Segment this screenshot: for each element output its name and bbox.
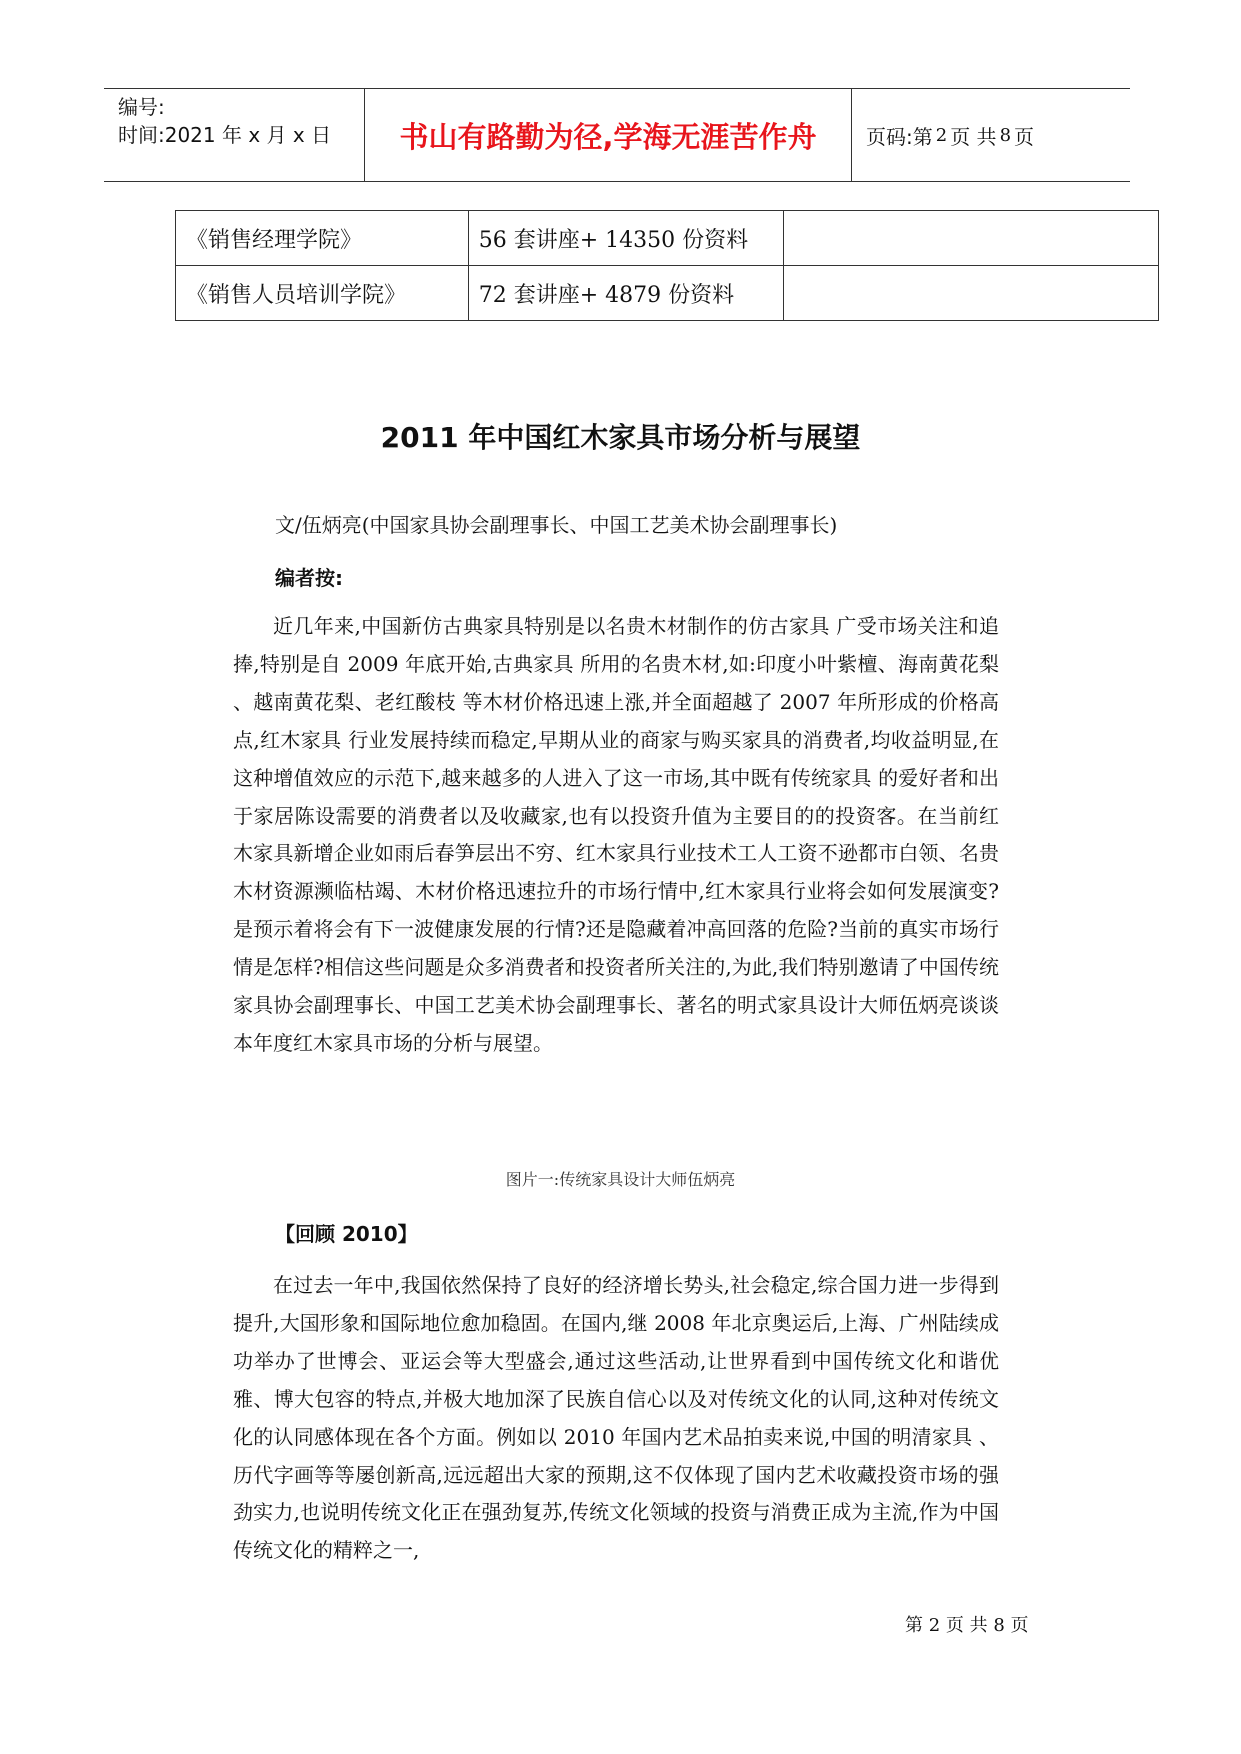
page-middle: 页 共	[950, 124, 997, 149]
article-author: 文/伍炳亮(中国家具协会副理事长、中国工艺美术协会副理事长)	[275, 513, 838, 537]
page-total: 8	[999, 124, 1012, 146]
resource-name: 《销售经理学院》	[176, 211, 469, 266]
resource-detail: 56 套讲座+ 14350 份资料	[468, 211, 784, 266]
page-header	[104, 88, 1130, 182]
page-footer: 第 2 页 共 8 页	[905, 1615, 1029, 1636]
resource-extra	[784, 266, 1159, 321]
page-current: 2	[935, 124, 948, 146]
section-title: 【回顾 2010】	[275, 1222, 418, 1246]
figure-caption: 图片一:传统家具设计大师伍炳亮	[505, 1170, 736, 1189]
resource-extra	[784, 211, 1159, 266]
table-row	[176, 266, 1159, 321]
header-page-number	[852, 89, 1130, 181]
resource-table	[175, 210, 1159, 321]
document-time: 时间:2021 年 x 月 x 日	[118, 123, 332, 147]
resource-name: 《销售人员培训学院》	[176, 266, 469, 321]
resource-detail: 72 套讲座+ 4879 份资料	[468, 266, 784, 321]
table-row	[176, 211, 1159, 266]
review-paragraph: 在过去一年中,我国依然保持了良好的经济增长势头,社会稳定,综合国力进一步得到提升,大国形象和国际地位愈加稳固。在国内,继 2008 年北京奥运后,上海、广州陆续成功举办了世博会、亚运会等大型盛会,通过这些活动,让世界看到中国传统文化和谐优雅、博大包容的特点,并极大地加深了民族自信心以及对传统文化的认同,这种对传统文化的认同感体现在各个方面。例如以 2010 年国内艺术品拍卖来说,中国的明清家具 、历代字画等等屡创新高,远远超出大家的预期,这不仅体现了国内艺术收藏投资市场的强劲实力,也说明传统文化正在强劲复苏,传统文化领域的投资与消费正成为主流,作为中国传统文化的精粹之一,	[233, 1273, 999, 1563]
header-motto: 书山有路勤为径,学海无涯苦作舟	[365, 89, 852, 181]
header-meta	[104, 89, 365, 181]
intro-paragraph: 近几年来,中国新仿古典家具特别是以名贵木材制作的仿古家具 广受市场关注和追捧,特别是自 2009 年底开始,古典家具 所用的名贵木材,如:印度小叶紫檀、海南黄花梨 、越南黄花梨、老红酸枝 等木材价格迅速上涨,并全面超越了 2007 年所形成的价格高点,红木家具 行业发展持续而稳定,早期从业的商家与购买家具的消费者,均收益明显,在这种增值效应的示范下,越来越多的人进入了这一市场,其中既有传统家具 的爱好者和出于家居陈设需要的消费者以及收藏家,也有以投资升值为主要目的的投资客。在当前红木家具新增企业如雨后春笋层出不穷、红木家具行业技术工人工资不逊都市白领、名贵木材资源濒临枯竭、木材价格迅速拉升的市场行情中,红木家具行业将会如何发展演变?是预示着将会有下一波健康发展的行情?还是隐藏着冲高回落的危险?当前的真实市场行情是怎样?相信这些问题是众多消费者和投资者所关注的,为此,我们特别邀请了中国传统家具协会副理事长、中国工艺美术协会副理事长、著名的明式家具设计大师伍炳亮谈谈本年度红木家具市场的分析与展望。	[233, 614, 999, 1055]
article-title: 2011 年中国红木家具市场分析与展望	[380, 421, 861, 454]
page-suffix: 页	[1014, 124, 1035, 149]
page-prefix: 页码:第	[866, 124, 933, 149]
document-number: 编号:	[118, 95, 165, 119]
editor-note-label: 编者按:	[275, 566, 343, 590]
